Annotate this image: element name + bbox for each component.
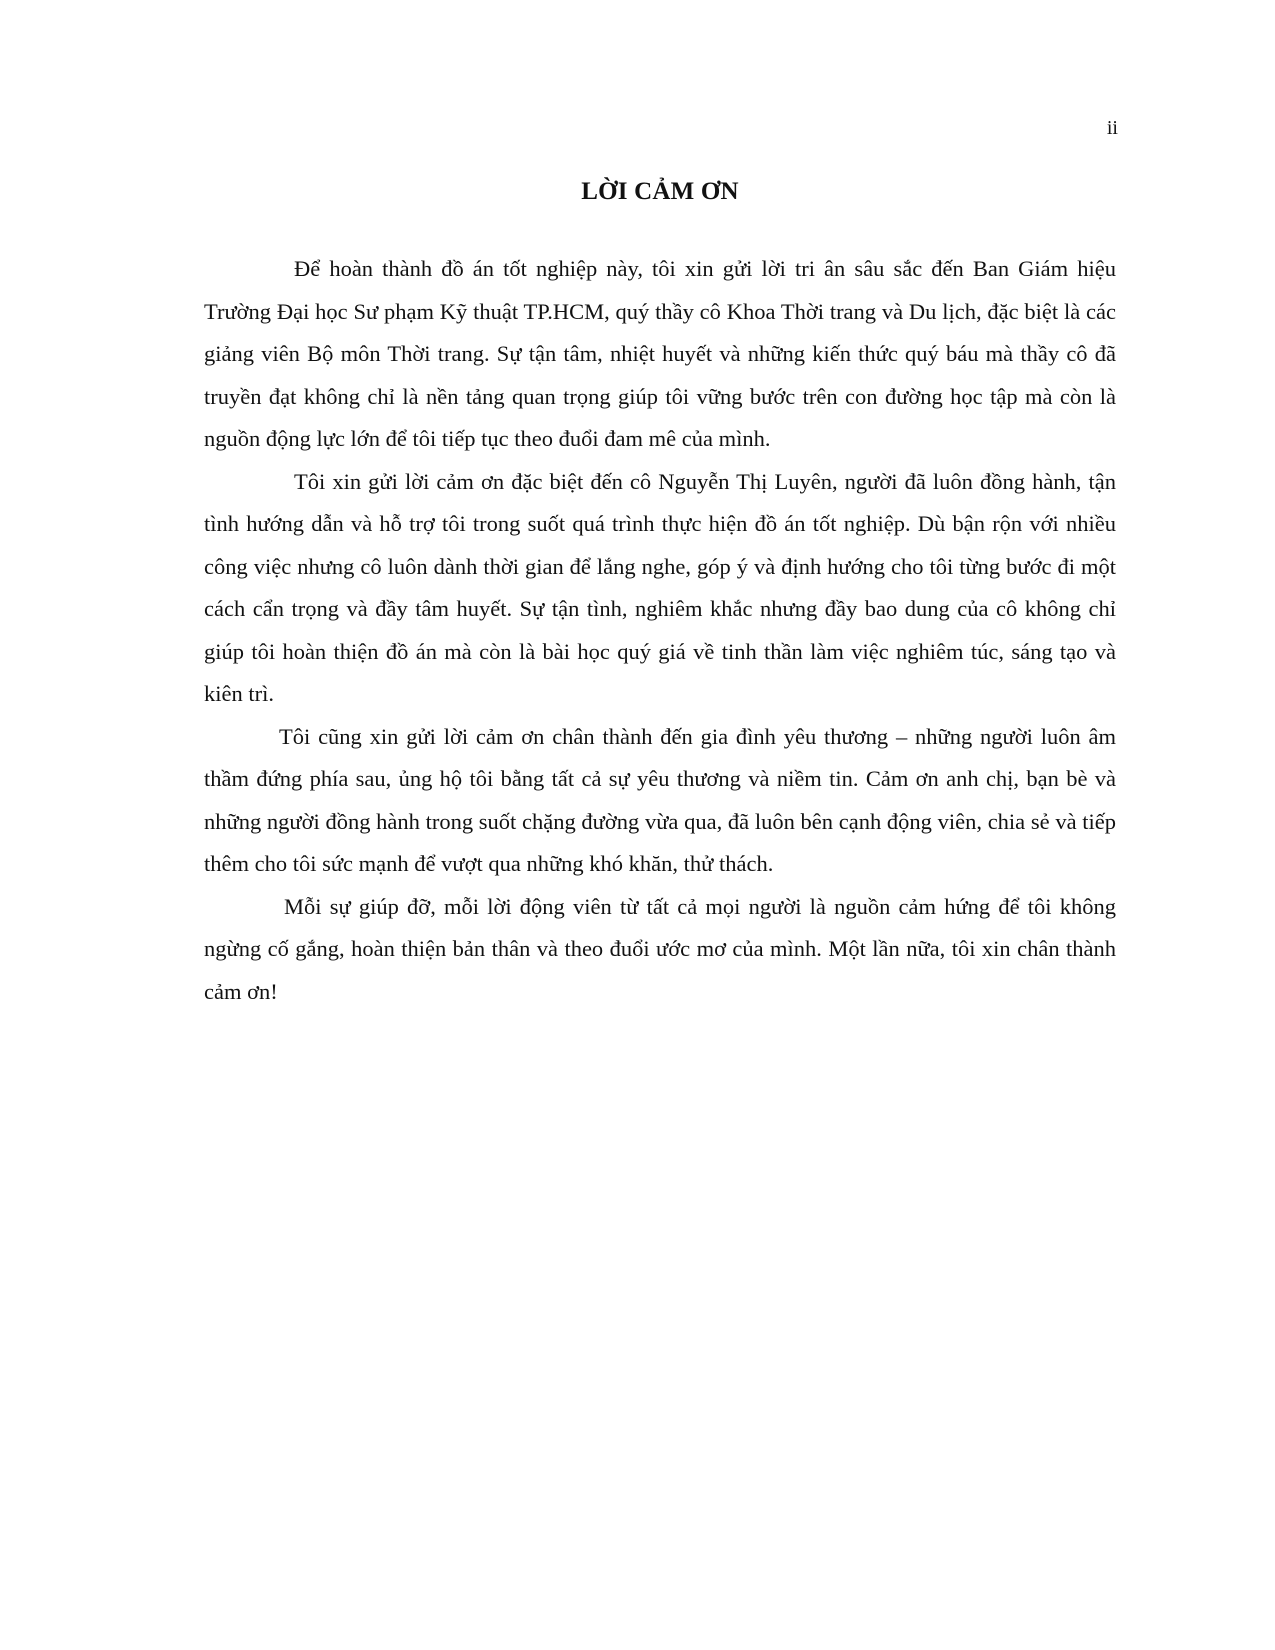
paragraph-thanks-family: Tôi cũng xin gửi lời cảm ơn chân thành đến gia đình yêu thương – những người luôn âm thầm đứng phía sau, ủng hộ tôi bằng tất cả sự yêu thương và niềm tin. Cảm ơn anh chị, bạn bè và những người đồng hành trong suốt chặng đường vừa qua, đã luôn bên cạnh động viên, chia sẻ và tiếp thêm cho tôi sức mạnh để vượt qua những khó khăn, thử thách. xyxy=(204,723,1116,876)
page-title: LỜI CẢM ƠN xyxy=(581,178,739,205)
page-number: ii xyxy=(1106,117,1118,139)
paragraph-thanks-supervisor: Tôi xin gửi lời cảm ơn đặc biệt đến cô Nguyễn Thị Luyên, người đã luôn đồng hành, tận tình hướng dẫn và hỗ trợ tôi trong suốt quá trình thực hiện đồ án tốt nghiệp. Dù bận rộn với nhiều công việc nhưng cô luôn dành thời gian để lắng nghe, góp ý và định hướng cho tôi từng bước đi một cách cẩn trọng và đầy tâm huyết. Sự tận tình, nghiêm khắc nhưng đầy bao dung của cô không chỉ giúp tôi hoàn thiện đồ án mà còn là bài học quý giá về tinh thần làm việc nghiêm túc, sáng tạo và kiên trì. xyxy=(204,468,1116,706)
paragraph-closing: Mỗi sự giúp đỡ, mỗi lời động viên từ tất cả mọi người là nguồn cảm hứng để tôi không ngừng cố gắng, hoàn thiện bản thân và theo đuổi ước mơ của mình. Một lần nữa, tôi xin chân thành cảm ơn! xyxy=(204,893,1116,1004)
paragraph-thanks-university: Để hoàn thành đồ án tốt nghiệp này, tôi xin gửi lời tri ân sâu sắc đến Ban Giám hiệu Trường Đại học Sư phạm Kỹ thuật TP.HCM, quý thầy cô Khoa Thời trang và Du lịch, đặc biệt là các giảng viên Bộ môn Thời trang. Sự tận tâm, nhiệt huyết và những kiến thức quý báu mà thầy cô đã truyền đạt không chỉ là nền tảng quan trọng giúp tôi vững bước trên con đường học tập mà còn là nguồn động lực lớn để tôi tiếp tục theo đuổi đam mê của mình. xyxy=(204,256,1116,451)
acknowledgement-body xyxy=(204,248,1116,1013)
